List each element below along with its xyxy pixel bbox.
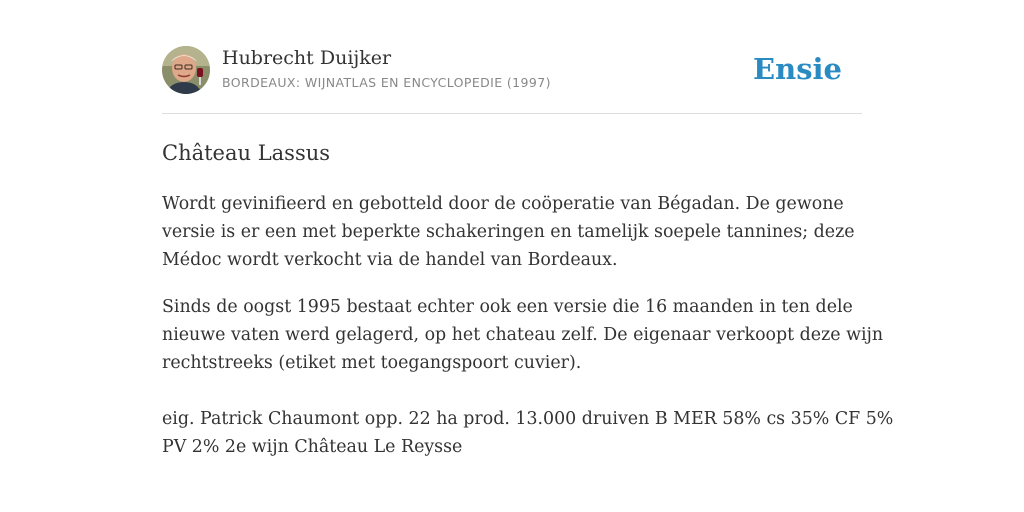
text-line: Sinds de oogst 1995 bestaat echter ook een versie die 16 maanden in ten dele xyxy=(162,297,853,317)
text-line: eig. Patrick Chaumont opp. 22 ha prod. 13.000 druiven B MER 58% cs 35% CF 5% xyxy=(162,409,894,429)
text-line: Médoc wordt verkocht via de handel van Bordeaux. xyxy=(162,250,618,270)
entry-header xyxy=(162,0,862,114)
ensie-logo[interactable]: Ensie xyxy=(753,52,842,86)
text-line: nieuwe vaten werd gelagerd, op het chateau zelf. De eigenaar verkoopt deze wijn xyxy=(162,325,884,345)
paragraph-3 xyxy=(162,405,894,461)
text-line: Wordt gevinifieerd en gebotteld door de coöperatie van Bégadan. De gewone xyxy=(162,194,844,214)
book-title[interactable]: BORDEAUX: WIJNATLAS EN ENCYCLOPEDIE (1997) xyxy=(222,75,551,90)
text-line: rechtstreeks (etiket met toegangspoort cuvier). xyxy=(162,353,582,373)
text-line: versie is er een met beperkte schakeringen en tamelijk soepele tannines; deze xyxy=(162,222,855,242)
entry-title: Château Lassus xyxy=(162,141,331,165)
author-avatar[interactable] xyxy=(162,46,210,94)
text-line: PV 2% 2e wijn Château Le Reysse xyxy=(162,437,463,457)
entry-body xyxy=(162,190,894,480)
paragraph-2 xyxy=(162,293,884,377)
author-portrait-icon xyxy=(162,46,210,94)
entry-card xyxy=(162,0,894,457)
paragraph-1 xyxy=(162,190,862,274)
author-name[interactable]: Hubrecht Duijker xyxy=(222,47,392,69)
